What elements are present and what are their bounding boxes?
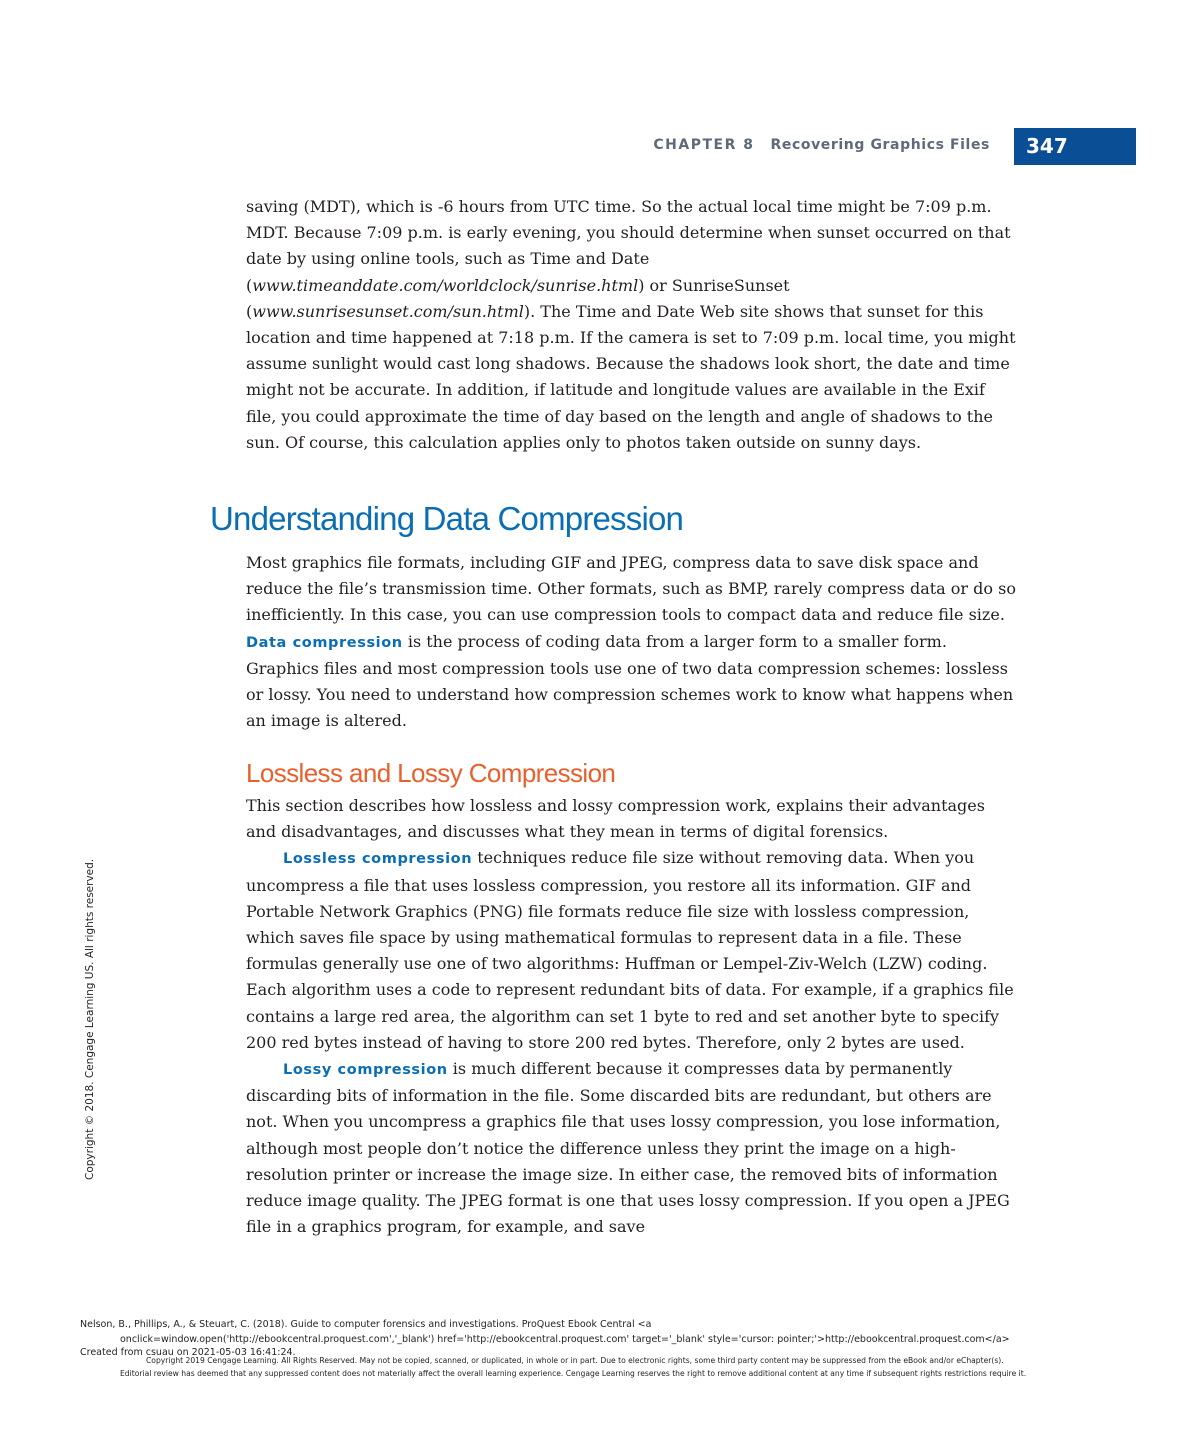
sunrisesunset-link[interactable]: www.sunrisesunset.com/sun.html (252, 301, 524, 321)
chapter-title: Recovering Graphics Files (770, 137, 990, 153)
key-term-data-compression: Data compression (246, 634, 403, 651)
key-term-lossy-compression: Lossy compression (283, 1062, 448, 1079)
timeanddate-link[interactable]: www.timeanddate.com/worldclock/sunrise.html (252, 275, 639, 295)
lossless-paragraph (246, 845, 1018, 1056)
lossless-lossy-intro: This section describes how lossless and lossy compression work, explains their advantages and disadvantages, and discusses what they mean in terms of digital forensics. (246, 796, 985, 842)
lossy-paragraph (246, 1056, 1018, 1240)
data-compression-text-1: Most graphics file formats, including GIF and JPEG, compress data to save disk space and reduce the file’s transmission time. Other formats, such as BMP, rarely compress data or do so inefficiently. In this case, you can use compression tools to compact data and reduce file size. (246, 553, 1016, 625)
lossless-lossy-body (246, 793, 1018, 1240)
citation-footer (80, 1317, 1120, 1379)
lossy-text: is much different because it compresses data by permanently discarding bits of information in the file. Some discarded bits are redundant, but others are not. When you uncompress a graphics file that uses lossy compression, you lose information, although most people don’t notice the difference unless they print the image on a high-resolution printer or increase the image size. In either case, the removed bits of information reduce image quality. The JPEG format is one that uses lossy compression. If you open a JPEG file in a graphics program, for example, and save (246, 1059, 1010, 1237)
intro-text-3: ). The Time and Date Web site shows that sunset for this location and time happened at 7:18 p.m. If the camera is set to 7:09 p.m. local time, you might assume sunlight would cast long shadows. Because the shadows look short, the date and time might not be accurate. In addition, if latitude and longitude values are available in the Exif file, you could approximate the time of day based on the length and angle of shadows to the sun. Of course, this calculation applies only to photos taken outside on sunny days. (246, 301, 1016, 452)
subsection-heading-lossless-lossy: Lossless and Lossy Compression (246, 758, 616, 788)
data-compression-text-2: is the process of coding data from a larger form to a smaller form. Graphics files and most compression tools use one of two data compression schemes: lossless or lossy. You need to understand how compression schemes work to know what happens when an image is altered. (246, 631, 1014, 731)
running-header (0, 128, 1200, 166)
page-number: 347 (1014, 128, 1136, 165)
side-copyright-notice: Copyright © 2018. Cengage Learning US. All rights reserved. (84, 858, 96, 1180)
intro-text-2: ) or SunriseSunset ( (246, 275, 790, 321)
citation-line-1: Nelson, B., Phillips, A., & Steuart, C. (2018). Guide to computer forensics and investigations. ProQuest Ebook Central <a (80, 1319, 652, 1330)
citation-created-date: Created from csuau on 2021-05-03 16:41:24. (80, 1347, 296, 1358)
intro-paragraph (246, 194, 1018, 456)
lossless-text: techniques reduce file size without removing data. When you uncompress a file that uses lossless compression, you restore all its information. GIF and Portable Network Graphics (PNG) file formats reduce file size with lossless compression, which saves file space by using mathematical formulas to represent data in a file. These formulas generally use one of two algorithms: Huffman or Lempel-Ziv-Welch (LZW) coding. Each algorithm uses a code to represent redundant bits of data. For example, if a graphics file contains a large red area, the algorithm can set 1 byte to red and set another byte to specify 200 red bytes instead of having to store 200 red bytes. Therefore, only 2 bytes are used. (246, 848, 1014, 1052)
intro-text-1: saving (MDT), which is -6 hours from UTC time. So the actual local time might be 7:09 p.m. MDT. Because 7:09 p.m. is early evening, you should determine when sunset occurred on that date by using online tools, such as Time and Date ( (246, 197, 1011, 295)
chapter-number: CHAPTER 8 (653, 137, 755, 153)
section-heading-data-compression: Understanding Data Compression (210, 500, 684, 537)
citation-copyright-line: Copyright 2019 Cengage Learning. All Rights Reserved. May not be copied, scanned, or duplicated, in whole or in part. Due to electronic rights, some third party content may be suppressed from the eBook and/or eChapter(s). (146, 1356, 1004, 1365)
citation-editorial-line: Editorial review has deemed that any suppressed content does not materially affect the overall learning experience. Cengage Learning reserves the right to remove additional content at any time if subsequent rights restrictions require it. (120, 1369, 1027, 1378)
key-term-lossless-compression: Lossless compression (283, 851, 473, 868)
data-compression-paragraph (246, 550, 1018, 734)
citation-line-2[interactable]: onclick=window.open('http://ebookcentral.proquest.com','_blank') href='http://ebookcentral.proquest.com' target='_blank' style='cursor: pointer;'>http://ebookcentral.proquest.com</a> (120, 1334, 1010, 1345)
chapter-label (653, 137, 990, 153)
